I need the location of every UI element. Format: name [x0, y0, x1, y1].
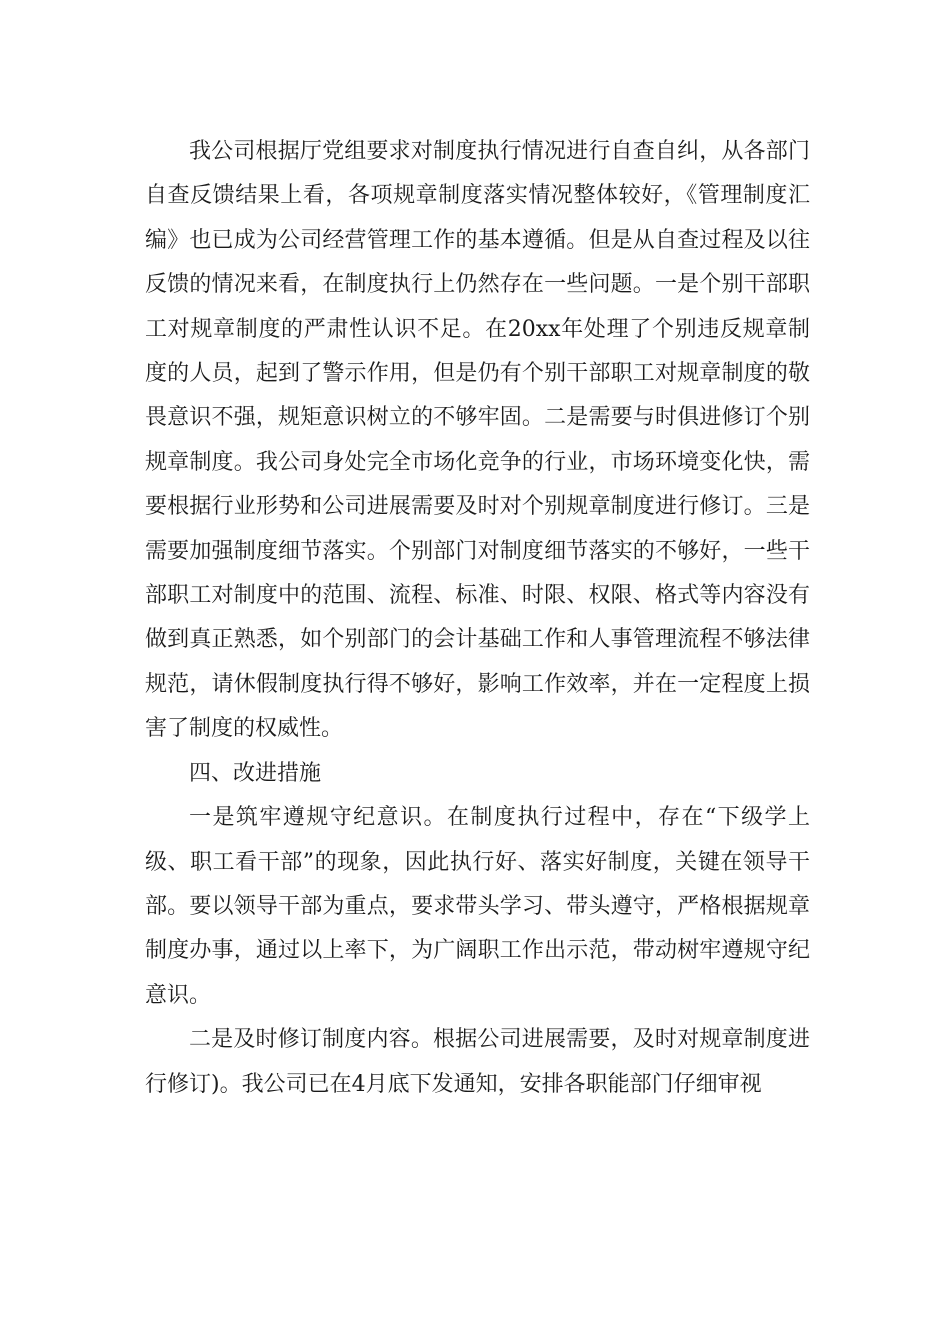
paragraph-self-inspection-findings: 我公司根据厅党组要求对制度执行情况进行自查自纠，从各部门自查反馈结果上看，各项规章制度落实情况整体较好，《管理制度汇编》也已成为公司经营管理工作的基本遵循。但是从自查过程及以往反馈的情况来看，在制度执行上仍然存在一些问题。一是个别干部职工对规章制度的严肃性认识不足。在20xx年处理了个别违反规章制度的人员，起到了警示作用，但是仍有个别干部职工对规章制度的敬畏意识不强，规矩意识树立的不够牢固。二是需要与时俱进修订个别规章制度。我公司身处完全市场化竞争的行业，市场环境变化快，需要根据行业形势和公司进展需要及时对个别规章制度进行修订。三是需要加强制度细节落实。个别部门对制度细节落实的不够好，一些干部职工对制度中的范围、流程、标准、时限、权限、格式等内容没有做到真正熟悉，如个别部门的会计基础工作和人事管理流程不够法律规范，请休假制度执行得不够好，影响工作效率，并在一定程度上损害了制度的权威性。	[145, 139, 810, 742]
section-heading-improvement-measures: 四、改进措施	[189, 760, 322, 786]
paragraph-measure-one: 一是筑牢遵规守纪意识。在制度执行过程中，存在“下级学上级、职工看干部”的现象，因此执行好、落实好制度，关键在领导干部。要以领导干部为重点，要求带头学习、带头遵守，严格根据规章制度办事，通过以上率下，为广阔职工作出示范，带动树牢遵规守纪意识。	[145, 805, 810, 1008]
paragraph-measure-two: 二是及时修订制度内容。根据公司进展需要，及时对规章制度进行修订)。我公司已在4月底下发通知，安排各职能部门仔细审视	[145, 1027, 810, 1097]
document-body	[145, 130, 810, 1107]
